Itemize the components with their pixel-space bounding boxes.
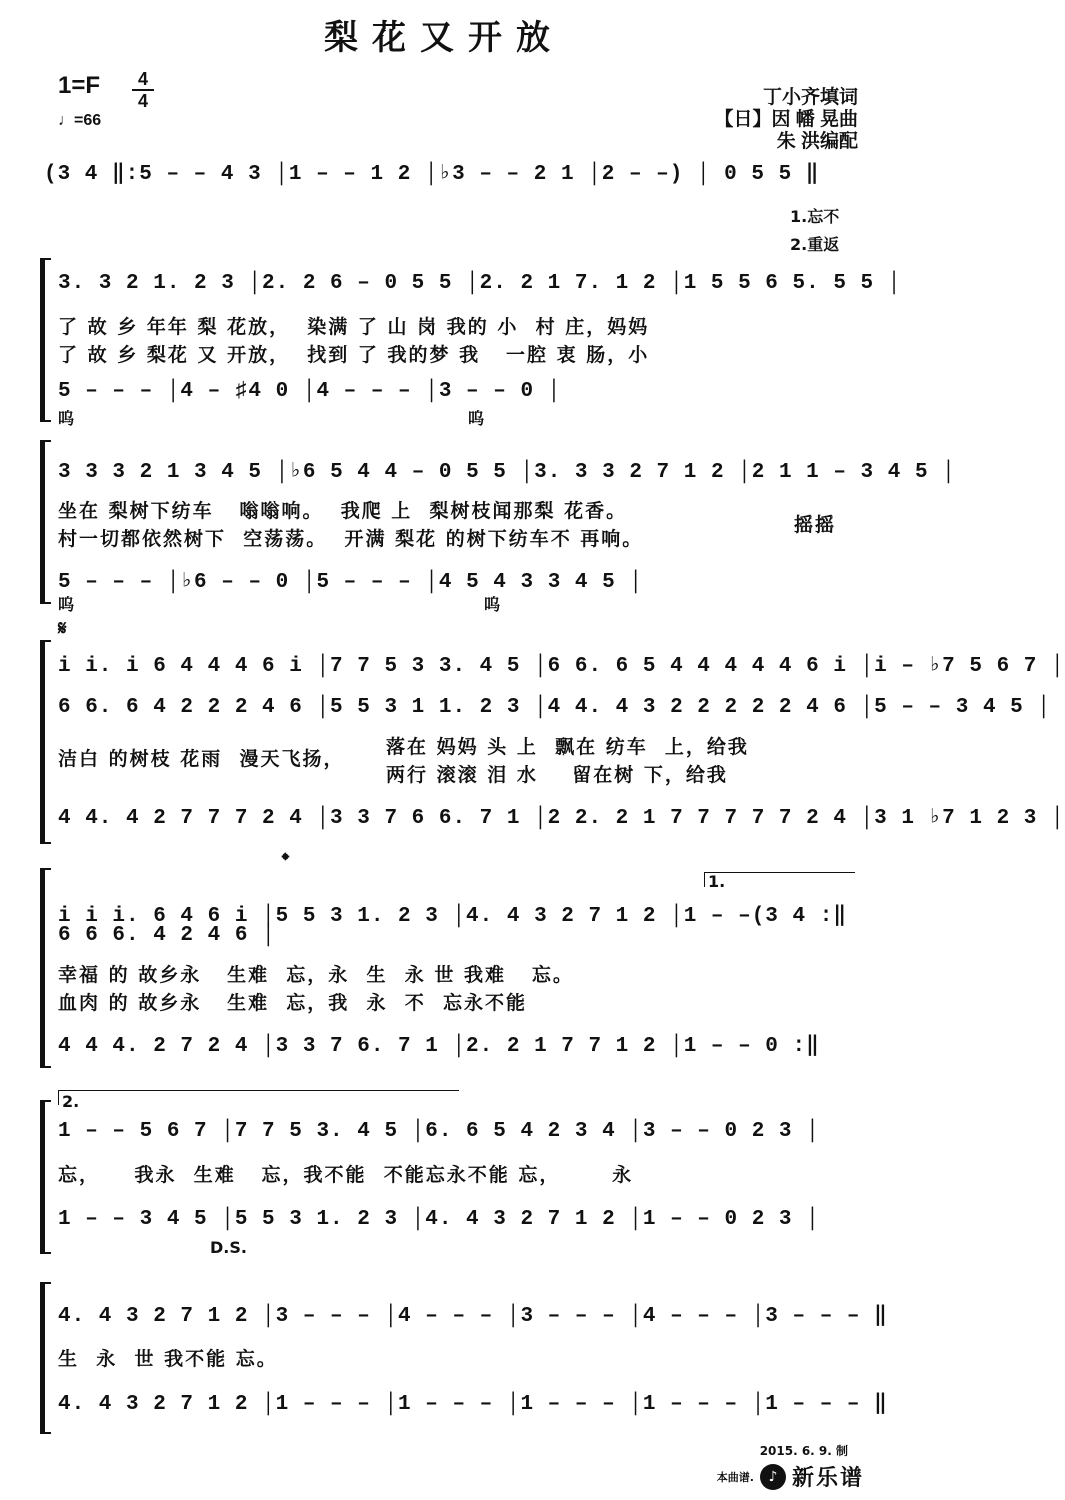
volta-2-label: 2.	[62, 1092, 80, 1111]
system-5-brace	[40, 1100, 51, 1254]
system-1-lyric-2: 了 故 乡 梨花 又 开放， 找到 了 我的梦 我 一腔 衷 肠，小	[58, 344, 650, 366]
system-3-lyric-3: 两行 滚滚 泪 水 留在树 下，给我	[386, 764, 728, 786]
coda-sign: 𝄌	[282, 848, 289, 872]
system-3-upper: i i. i 6 4 4 4 6 i │7 7 5 3 3. 4 5 │6 6. 6 5 4 4 4 4 4 6 i │i – ♭7 5 6 7 │	[58, 655, 1065, 678]
system-4-brace	[40, 868, 51, 1068]
music-note-icon: ♪	[760, 1464, 786, 1490]
key-signature: 1=F	[58, 72, 101, 99]
system-4-lyric-1: 幸福 的 故乡永 生难 忘，永 生 永 世 我难 忘。	[58, 964, 574, 986]
system-1-upper: 3. 3 2 1. 2 3 │2. 2 6 – 0 5 5 │2. 2 1 7. 1 2 │1 5 5 6 5. 5 5 │	[58, 272, 902, 295]
tempo-mark: ♩=66	[58, 112, 102, 129]
volta-bracket-2	[58, 1090, 459, 1105]
system-3-lower: 4 4. 4 2 7 7 7 2 4 │3 3 7 6 6. 7 1 │2 2. 2 1 7 7 7 7 7 2 4 │3 1 ♭7 1 2 3 │	[58, 807, 1065, 830]
system-2-lyric-2: 村一切都依然树下 空荡荡。 开满 梨花 的树下纺车不 再响。	[58, 528, 644, 550]
segno-sign: 𝄋	[58, 616, 67, 640]
system-2-lower-lyric-2: 呜	[484, 595, 501, 614]
system-2-side-lyric: 摇摇	[794, 514, 837, 536]
system-1-brace	[40, 258, 51, 422]
system-6-upper: 4. 4 3 2 7 1 2 │3 – – – │4 – – – │3 – – – │4 – – – │3 – – – ‖	[58, 1305, 888, 1328]
system-6-lyric-1: 生 永 世 我不能 忘。	[58, 1348, 278, 1370]
volta-bracket-1	[704, 872, 855, 887]
system-3-lyric-1: 洁白 的树枝 花雨 漫天飞扬，	[58, 748, 345, 770]
footer-note: 本曲谱.	[716, 1470, 754, 1484]
time-sig-bottom: 4	[137, 91, 148, 111]
system-5-upper: 1 – – 5 6 7 │7 7 5 3. 4 5 │6. 6 5 4 2 3 4 │3 – – 0 2 3 │	[58, 1120, 820, 1143]
system-4-lyric-2: 血肉 的 故乡永 生难 忘，我 永 不 忘永不能	[58, 992, 527, 1014]
system-3-middle: 6 6. 6 4 2 2 2 4 6 │5 5 3 1 1. 2 3 │4 4. 4 3 2 2 2 2 2 4 6 │5 – – 3 4 5 │	[58, 696, 1051, 719]
arranger-credit: 朱 洪编配	[776, 131, 858, 152]
system-2-lower: 5 – – – │♭6 – – 0 │5 – – – │4 5 4 3 3 4 5 │	[58, 571, 643, 594]
system-6-brace	[40, 1282, 51, 1434]
system-1-lyric-1: 了 故 乡 年年 梨 花放， 染满 了 山 岗 我的 小 村 庄，妈妈	[58, 316, 650, 338]
system-5-lower: 1 – – 3 4 5 │5 5 3 1. 2 3 │4. 4 3 2 7 1 2 │1 – – 0 2 3 │	[58, 1208, 820, 1231]
system-6-lower: 4. 4 3 2 7 1 2 │1 – – – │1 – – – │1 – – – │1 – – – │1 – – – ‖	[58, 1393, 888, 1416]
composer-credit: 【日】因 幡 晃曲	[714, 109, 858, 130]
footer-date: 2015. 6. 9. 制	[759, 1444, 848, 1458]
system-1-lower-lyric-2: 呜	[468, 409, 485, 428]
system-2-upper: 3 3 3 2 1 3 4 5 │♭6 5 4 4 – 0 5 5 │3. 3 3 2 7 1 2 │2 1 1 – 3 4 5 │	[58, 461, 956, 484]
system-2-lower-lyric-1: 呜	[58, 595, 75, 614]
system-4-middle: 6 6 6. 4 2 4 6 │	[58, 924, 276, 947]
intro-notes: (3 4 ‖:5 – – 4 3 │1 – – 1 2 │♭3 – – 2 1 │2 – –) │ 0 5 5 ‖	[44, 163, 820, 186]
system-1-lower-lyric-1: 呜	[58, 409, 75, 428]
lyricist-credit: 丁小齐填词	[762, 87, 858, 108]
volta-1-label: 1.	[708, 872, 726, 891]
verse-mark-1: 1.忘不	[790, 207, 840, 226]
dal-segno-mark: D.S.	[210, 1238, 247, 1257]
verse-mark-2: 2.重返	[790, 235, 840, 254]
system-3-brace	[40, 640, 51, 844]
system-3-lyric-2: 落在 妈妈 头 上 飘在 纺车 上，给我	[386, 736, 749, 758]
site-logo	[717, 1461, 864, 1492]
system-2-brace	[40, 440, 51, 604]
time-sig-top: 4	[137, 69, 148, 89]
logo-text: 新乐谱	[791, 1466, 864, 1491]
system-4-lower: 4 4 4. 2 7 2 4 │3 3 7 6. 7 1 │2. 2 1 7 7 1 2 │1 – – 0 :‖	[58, 1035, 820, 1058]
time-signature	[132, 70, 154, 110]
system-1-lower: 5 – – – │4 – ♯4 0 │4 – – – │3 – – 0 │	[58, 380, 562, 403]
system-5-lyric-1: 忘， 我永 生难 忘，我不能 不能忘永不能 忘， 永	[58, 1164, 634, 1186]
system-2-lyric-1: 坐在 梨树下纺车 嗡嗡响。 我爬 上 梨树枝闻那梨 花香。	[58, 500, 628, 522]
page-title: 梨花又开放	[324, 18, 564, 58]
system-4-upper: i i i. 6 4 6 i │5 5 3 1. 2 3 │4. 4 3 2 7 1 2 │1 – –(3 4 :‖	[58, 905, 847, 928]
